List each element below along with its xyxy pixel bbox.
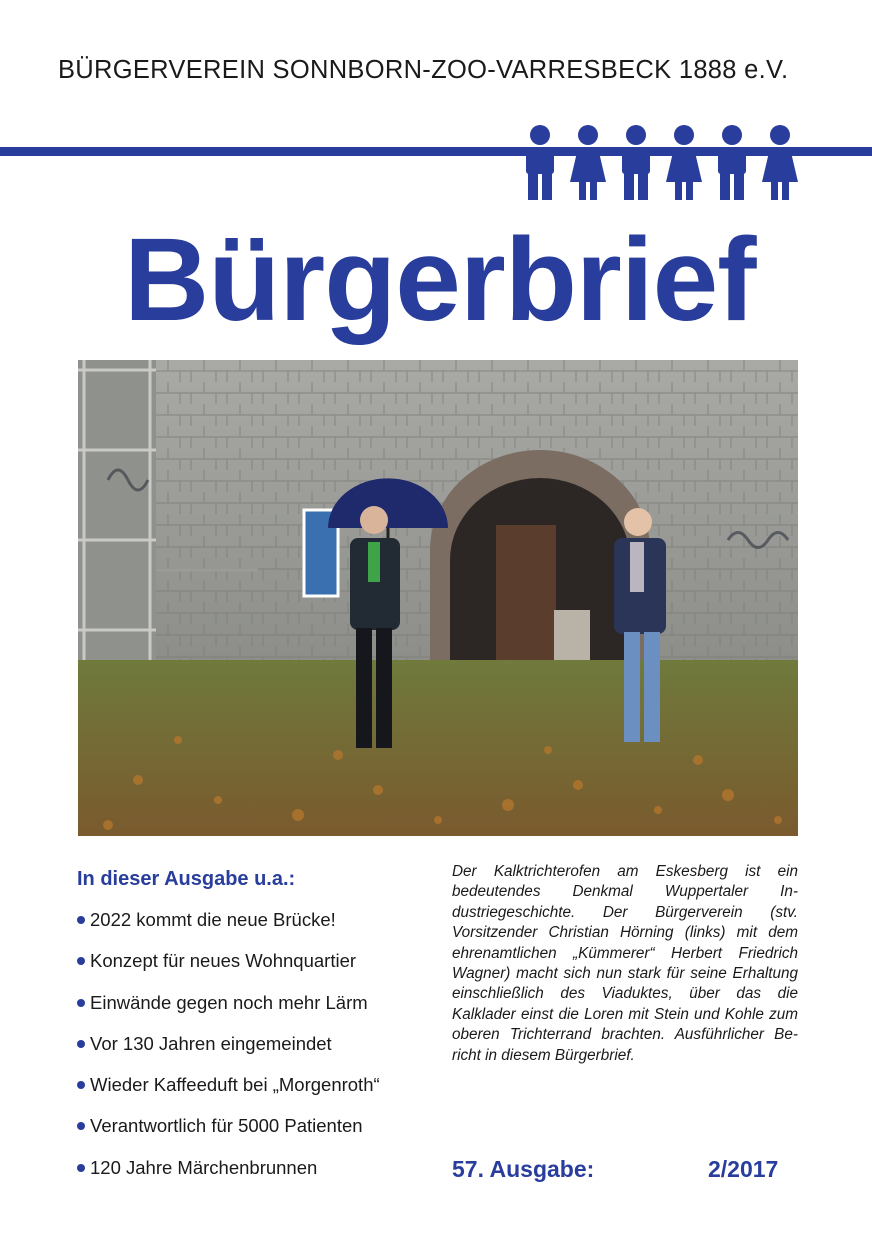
bullet-icon <box>77 1081 85 1089</box>
contents-item: Verantwortlich für 5000 Patienten <box>77 1112 437 1153</box>
cover-photo <box>78 360 798 836</box>
bullet-icon <box>77 1040 85 1048</box>
bullet-icon <box>77 1164 85 1172</box>
bullet-icon <box>77 916 85 924</box>
contents-item: Konzept für neues Wohnquartier <box>77 947 437 988</box>
bullet-icon <box>77 1122 85 1130</box>
contents-list <box>77 906 437 1195</box>
contents-item: 120 Jahre Märchenbrunnen <box>77 1154 437 1195</box>
masthead-title: Bürgerbrief <box>124 214 756 346</box>
association-name: BÜRGERVEREIN SONNBORN-ZOO-VARRESBECK 1888 e.V. <box>58 56 789 84</box>
contents-item: Vor 130 Jahren eingemeindet <box>77 1030 437 1071</box>
photo-caption: Der Kalktrichterofen am Eskesberg ist ein bedeutendes Denkmal Wuppertaler Industriegeschichte. Der Bürgerverein (stv. Vorsitzender Christian Hörning (links) mit dem ehrenamtlichen „Kümmerer“ Herbert Friedrich Wagner) macht sich nun stark für seine Erhaltung einschließlich des Viaduktes, über das die Kalklader einst die Loren mit Stein und Kohle zum oberen Trichterrand brachten. Ausführlicher Bericht in diesem Bürgerbrief. <box>452 863 798 1064</box>
issue-label: 57. Ausgabe: <box>452 1156 595 1182</box>
contents-item: Einwände gegen noch mehr Lärm <box>77 989 437 1030</box>
contents-title: In dieser Ausgabe u.a.: <box>77 868 296 890</box>
issue-number: 2/2017 <box>708 1156 779 1182</box>
people-row-icon <box>522 124 802 202</box>
contents-item: 2022 kommt die neue Brücke! <box>77 906 437 947</box>
bullet-icon <box>77 999 85 1007</box>
contents-item: Wieder Kaffeeduft bei „Morgenroth“ <box>77 1071 437 1112</box>
bullet-icon <box>77 957 85 965</box>
